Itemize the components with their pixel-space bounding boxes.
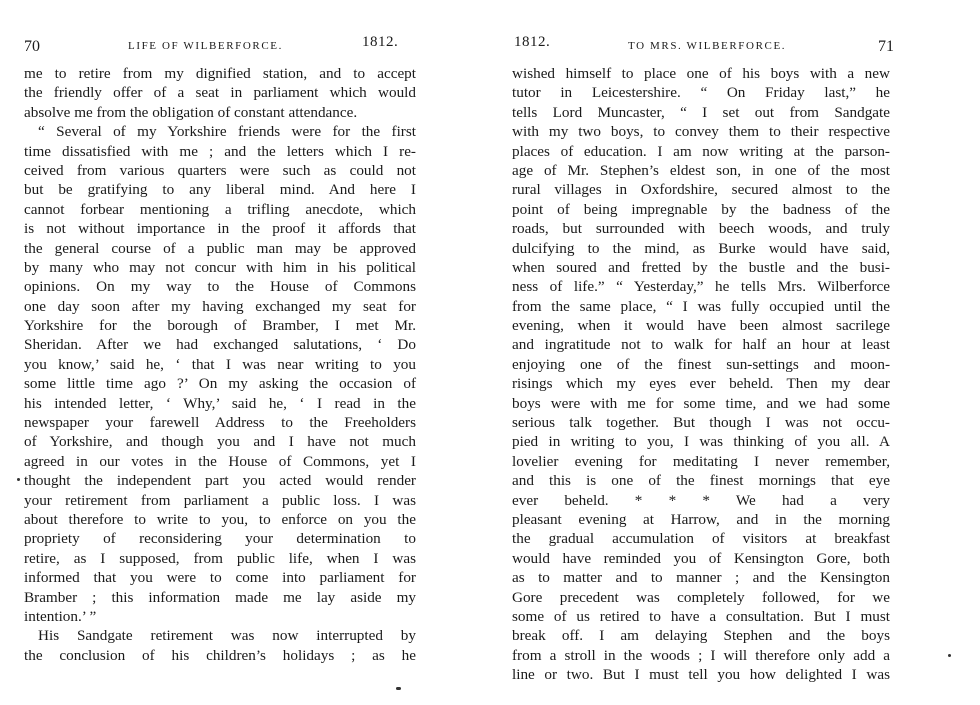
text-line: agreed in our votes in the House of Commons, yet I [24, 452, 416, 470]
right-page-header [490, 34, 980, 56]
text-line: absolve me from the obligation of constant attendance. [24, 103, 358, 121]
text-line: Bramber ; this information made me lay aside my [24, 588, 416, 606]
text-line: one day soon after my having exchanged my seat for [24, 297, 416, 315]
text-line: of Yorkshire, and though you and I have not much [24, 433, 416, 451]
text-line: point of being impregnable by the badness of the [512, 200, 890, 218]
text-line: you know,’ said he, ‘ that I was near writing to you [24, 355, 416, 373]
text-line: places of education. I am now writing at the parson- [512, 142, 890, 160]
text-line: is not without importance in the proof it affords that [24, 220, 416, 238]
running-head: LIFE OF WILBERFORCE. [128, 40, 283, 52]
page-number: 70 [24, 38, 40, 55]
text-line: from a stroll in the woods ; I will therefore only add a [512, 646, 890, 664]
right-page-body [512, 64, 890, 685]
right-page [490, 0, 980, 705]
text-line: retire, as I supposed, from public life, when I was [24, 549, 416, 567]
text-line: serious talk together. But though I was not occu- [512, 414, 890, 432]
text-line: as to matter and to manner ; and the Kensington [512, 569, 890, 587]
text-line: time dissatisfied with me ; and the letters which I re- [24, 142, 416, 160]
text-line: age of Mr. Stephen’s eldest son, in one of the most [512, 161, 890, 179]
text-line: tells Lord Muncaster, “ I set out from Sandgate [512, 103, 890, 121]
text-line: when soured and fretted by the bustle and the busi- [512, 258, 890, 276]
text-line: and ingratitude not to walk for half an hour at least [512, 336, 890, 354]
left-page [0, 0, 470, 705]
text-line: risings which my eyes ever beheld. Then my dear [512, 375, 890, 393]
text-line: pleasant evening at Harrow, and in the morning [512, 510, 890, 528]
text-line: rural villages in Oxfordshire, secured almost to the [512, 181, 890, 199]
text-line: “ Several of my Yorkshire friends were for the first [38, 123, 416, 141]
text-line: break off. I am delaying Stephen and the boys [512, 627, 890, 645]
text-line: roads, but surrounded with beech woods, and truly [512, 220, 890, 238]
text-line: ness of life.” “ Yesterday,” he tells Mrs. Wilberforce [512, 278, 890, 296]
text-line: some little time ago ?’ On my asking the occasion of [24, 375, 416, 393]
text-line: informed that you were to come into parliament for [24, 569, 416, 587]
text-line: Sheridan. After we had exchanged salutations, ‘ Do [24, 336, 416, 354]
text-line: wished himself to place one of his boys with a new [512, 65, 890, 82]
text-line: opinions. On my way to the House of Commons [24, 278, 416, 296]
text-line: lovelier evening for meditating I never remember, [512, 452, 890, 470]
text-line: would have reminded you of Kensington Gore, both [512, 549, 890, 567]
text-line: and this is one of the finest mornings that eye [512, 472, 890, 490]
text-line: ceived from various quarters were such as could not [24, 161, 416, 179]
text-line: ever beheld. * * * We had a very [512, 491, 890, 509]
header-year: 1812. [362, 34, 399, 50]
text-line: from the same place, “ I was fully occupied until the [512, 297, 890, 315]
text-line: by many who may not concur with him in his political [24, 258, 416, 276]
text-line: but be gratifying to any liberal mind. And here I [24, 181, 416, 199]
text-line: his intended letter, ‘ Why,’ said he, ‘ I read in the [24, 394, 416, 412]
left-page-header [0, 34, 470, 56]
text-line: dulcifying to the mind, as Burke would have said, [512, 239, 890, 257]
text-line: about therefore to write to you, to enforce on you the [24, 510, 416, 528]
text-line: with my two boys, to convey them to their respective [512, 123, 890, 141]
text-line: propriety of reconsidering your determination to [24, 530, 416, 548]
text-line: evening, when it would have been almost sacrilege [512, 317, 890, 335]
text-line: me to retire from my dignified station, and to accept [24, 65, 416, 82]
text-line: some of us retired to have a consultation. But I must [512, 607, 890, 625]
text-line: thought the independent part you acted would render [24, 472, 416, 490]
text-line: Gore precedent was completely followed, for we [512, 588, 890, 606]
text-line: line or two. But I must tell you how delighted I was [512, 666, 890, 684]
text-line: boys were with me for some time, and we had some [512, 394, 890, 412]
ink-speck [948, 654, 951, 657]
running-head: TO MRS. WILBERFORCE. [628, 40, 787, 52]
text-line: tutor in Leicestershire. “ On Friday last,” he [512, 84, 890, 102]
text-line: Yorkshire for the borough of Bramber, I met Mr. [24, 317, 416, 335]
text-line: enjoying one of the finest sun-settings and moon- [512, 355, 890, 373]
page-gutter [470, 0, 490, 705]
text-line: pied in writing to you, I was thinking of you all. A [512, 433, 890, 451]
text-line: the general course of a public man may be approved [24, 239, 416, 257]
text-line: your retirement from parliament a public loss. I was [24, 491, 416, 509]
header-year: 1812. [514, 34, 551, 50]
ink-speck [396, 687, 401, 690]
text-line: intention.’ ” [24, 607, 97, 625]
text-line: cannot forbear mentioning a trifling anecdote, which [24, 200, 416, 218]
ink-speck [17, 478, 20, 481]
text-line: the friendly offer of a seat in parliament which would [24, 84, 416, 102]
text-line: the conclusion of his children’s holidays ; as he [24, 646, 416, 664]
text-line: His Sandgate retirement was now interrupted by [38, 627, 416, 645]
page-number: 71 [878, 38, 894, 55]
text-line: the gradual accumulation of visitors at breakfast [512, 530, 890, 548]
text-line: newspaper your farewell Address to the Freeholders [24, 414, 416, 432]
left-page-body [24, 64, 416, 665]
